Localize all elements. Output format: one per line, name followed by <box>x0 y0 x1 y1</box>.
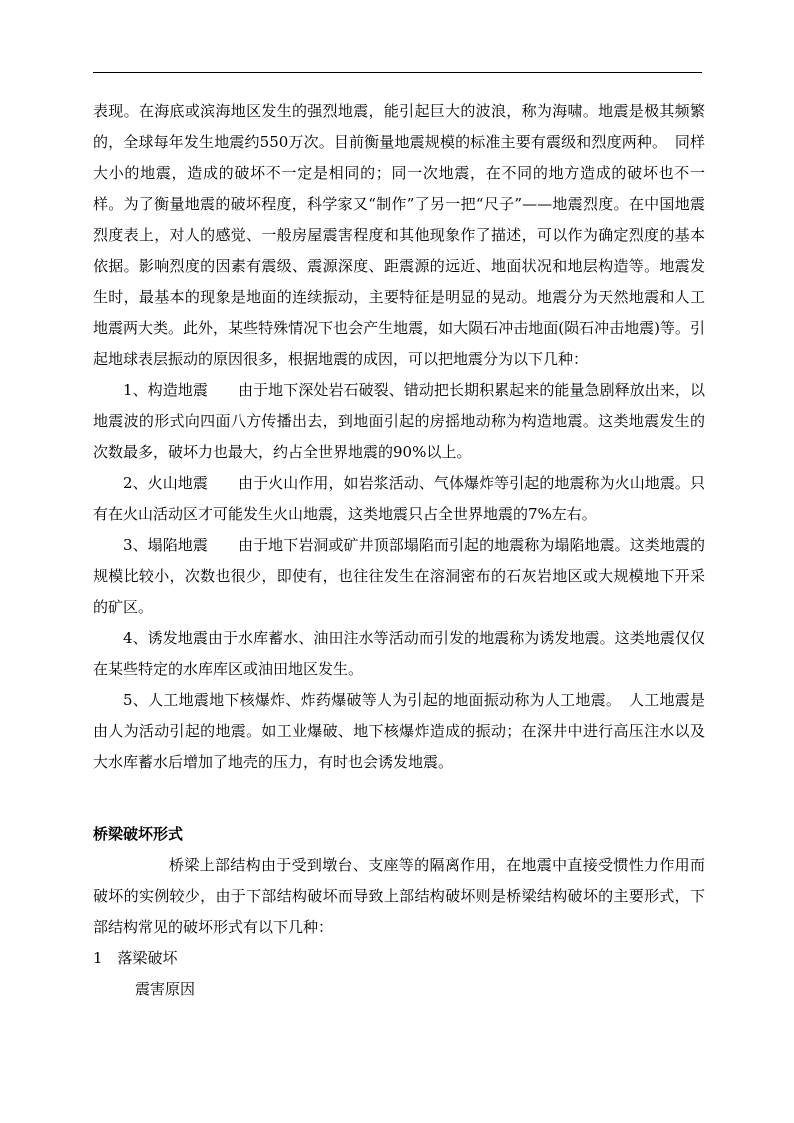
bridge-damage-paragraph: 桥梁上部结构由于受到墩台、支座等的隔离作用，在地震中直接受惯性力作用而破坏的实例较少，由于下部结构破坏而导致上部结构破坏则是桥梁结构破坏的主要形式，下部结构常见的破坏形式有以下几种： <box>93 856 705 936</box>
induced-earthquake-paragraph: 4、诱发地震由于水库蓄水、油田注水等活动而引发的地震称为诱发地震。这类地震仅仅在某些特定的水库库区或油田地区发生。 <box>93 629 705 678</box>
intro-paragraph: 表现。在海底或滨海地区发生的强烈地震，能引起巨大的波浪，称为海啸。地震是极其频繁的，全球每年发生地震约550万次。目前衡量地震规模的标准主要有震级和烈度两种。 同样大小的地震，造成的破坏不一定是相同的；同一次地震，在不同的地方造成的破坏也不一样。为了衡量地震的破坏程度，科学家又“制作”了另一把“尺子”——地震烈度。在中国地震烈度表上，对人的感觉、一般房屋震害程度和其他现象作了描述，可以作为确定烈度的基本依据。影响烈度的因素有震级、震源深度、距震源的远近、地面状况和地层构造等。地震发生时，最基本的现象是地面的连续振动，主要特征是明显的晃动。地震分为天然地震和人工地震两大类。此外，某些特殊情况下也会产生地震，如大陨石冲击地面(陨石冲击地震)等。引起地球表层振动的原因很多，根据地震的成因，可以把地震分为以下几种： <box>93 102 705 368</box>
tectonic-earthquake-paragraph: 1、构造地震 由于地下深处岩石破裂、错动把长期积累起来的能量急剧释放出来，以地震波的形式向四面八方传播出去，到地面引起的房摇地动称为构造地震。这类地震发生的次数最多，破坏力也最大，约占全世界地震的90%以上。 <box>93 381 705 461</box>
volcanic-earthquake-paragraph: 2、火山地震 由于火山作用，如岩浆活动、气体爆炸等引起的地震称为火山地震。只有在火山活动区才可能发生火山地震，这类地震只占全世界地震的7%左右。 <box>93 474 705 523</box>
numbered-item: 1 落梁破坏 <box>93 949 178 967</box>
section-title: 桥梁破坏形式 <box>93 825 184 843</box>
subheading: 震害原因 <box>135 980 196 998</box>
artificial-earthquake-paragraph: 5、人工地震地下核爆炸、炸药爆破等人为引起的地面振动称为人工地震。 人工地震是由人为活动引起的地震。如工业爆破、地下核爆炸造成的振动；在深井中进行高压注水以及大水库蓄水后增加了地壳的压力，有时也会诱发地震。 <box>93 691 705 771</box>
header-rule <box>93 72 702 73</box>
document-body <box>93 96 705 1005</box>
collapse-earthquake-paragraph: 3、塌陷地震 由于地下岩洞或矿井顶部塌陷而引起的地震称为塌陷地震。这类地震的规模比较小，次数也很少，即使有，也往往发生在溶洞密布的石灰岩地区或大规模地下开采的矿区。 <box>93 536 705 616</box>
